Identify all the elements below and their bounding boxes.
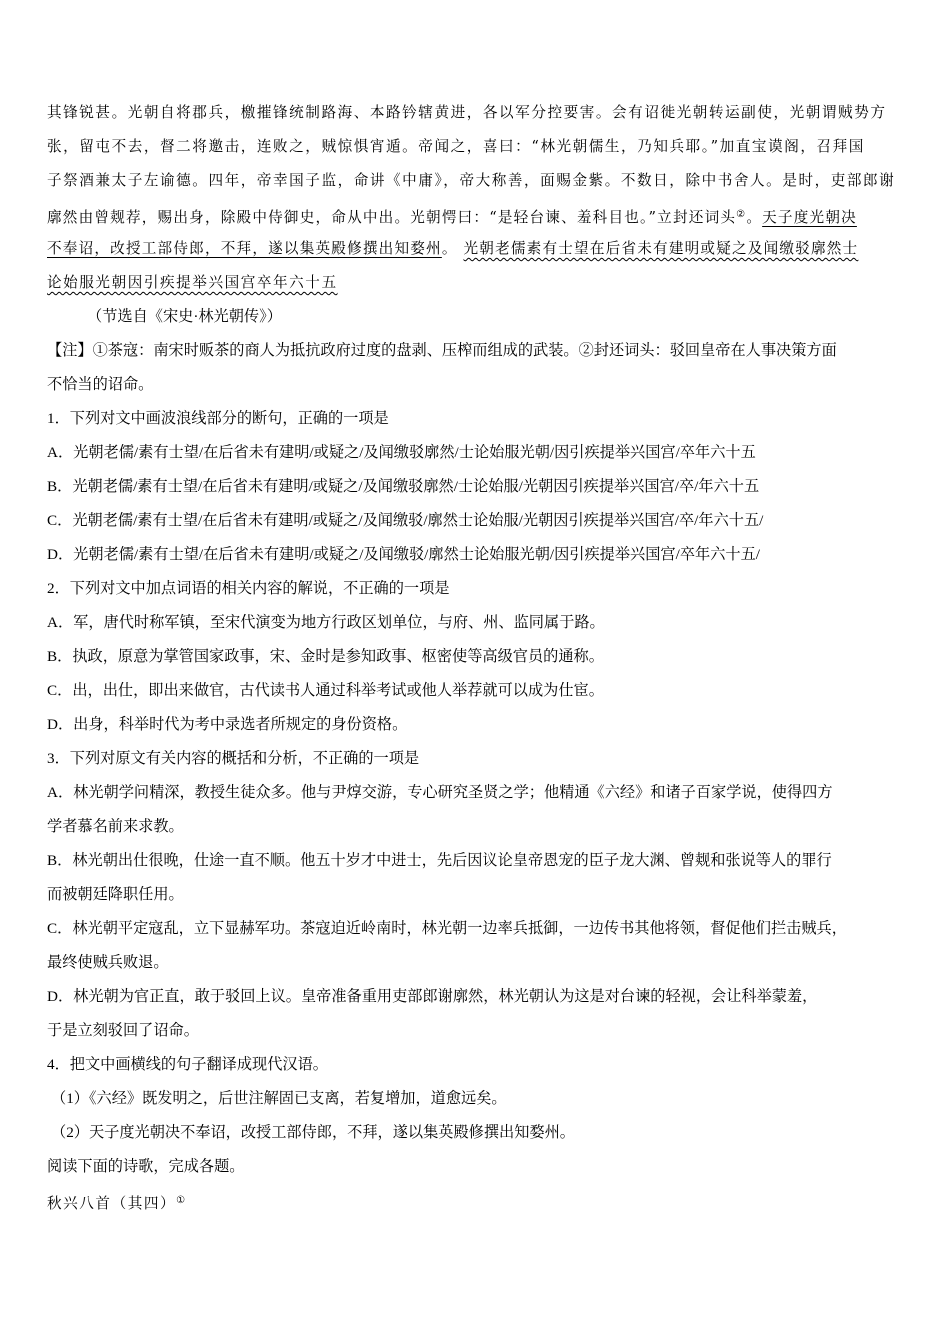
poem-title: 秋兴八首（其四）: [47, 1195, 177, 1212]
question-3-stem: 3．下列对原文有关内容的概括和分析，不正确的一项是: [47, 750, 420, 767]
passage-line: [47, 232, 915, 266]
annotation-line: 【注】①茶寇：南宋时贩茶的商人为抵抗政府过度的盘剥、压榨而组成的武装。②封还词头：驳回皇帝在人事决策方面: [47, 342, 837, 359]
question-2-option-a: A．军，唐代时称军镇，至宋代演变为地方行政区划单位，与府、州、监同属于路。: [47, 614, 605, 631]
question-3-option-b: B．林光朝出仕很晚，仕途一直不顺。他五十岁才中进士，先后因议论皇帝恩宠的臣子龙大渊、曾觌和张说等人的罪行: [47, 852, 832, 869]
question-2-option-c: C．出，出仕，即出来做官，古代读书人通过科举考试或他人举荐就可以成为仕宦。: [47, 682, 604, 699]
poem-intro: 阅读下面的诗歌，完成各题。: [47, 1158, 245, 1175]
question-3-option-d-cont: 于是立刻驳回了诏命。: [47, 1022, 199, 1039]
question-4-stem: 4．把文中画横线的句子翻译成现代汉语。: [47, 1056, 328, 1073]
passage-source: （节选自《宋史·林光朝传》）: [87, 308, 282, 325]
footnote-marker: ①: [176, 1195, 187, 1206]
question-3-option-b-cont: 而被朝廷降职任用。: [47, 886, 184, 903]
question-3-option-a: A．林光朝学问精深，教授生徒众多。他与尹焞交游，专心研究圣贤之学；他精通《六经》和诸子百家学说，使得四方: [47, 784, 833, 801]
question-2-option-b: B．执政，原意为掌管国家政事，宋、金时是参知政事、枢密使等高级官员的通称。: [47, 648, 604, 665]
question-1-option-c: C．光朝老儒/素有士望/在后省未有建明/或疑之/及闻缴驳/廓然士论始服/光朝因引疾提举兴国宫/卒/年六十五/: [47, 512, 764, 529]
annotation-line: 不恰当的诏命。: [47, 376, 154, 393]
question-3-option-a-cont: 学者慕名前来求教。: [47, 818, 184, 835]
underlined-sentence: 不奉诏，改授工部侍郎，不拜，遂以集英殿修撰出知婺州: [47, 240, 442, 257]
question-1-stem: 1．下列对文中画波浪线部分的断句，正确的一项是: [47, 410, 389, 427]
poem-title-line: [47, 1184, 915, 1218]
question-2-stem: 2．下列对文中加点词语的相关内容的解说，不正确的一项是: [47, 580, 450, 597]
wavy-underlined-passage: 论始服光朝因引疾提举兴国宫卒年六十五: [47, 274, 338, 291]
question-4-sentence-2: （2）天子度光朝决不奉诏，改授工部侍郎，不拜，遂以集英殿修撰出知婺州。: [51, 1124, 575, 1141]
underlined-sentence: 天子度光朝决: [762, 209, 857, 226]
passage-line: [47, 198, 915, 232]
footnote-marker: ②: [736, 209, 747, 220]
question-1-option-b: B．光朝老儒/素有士望/在后省未有建明/或疑之/及闻缴驳廓然/士论始服/光朝因引疾提举兴国宫/卒/年六十五: [47, 478, 760, 495]
question-3-option-c: C．林光朝平定寇乱，立下显赫军功。茶寇迫近岭南时，林光朝一边率兵抵御，一边传书其他将领，督促他们拦击贼兵，: [47, 920, 847, 937]
passage-text: 。: [441, 240, 458, 257]
wavy-underlined-passage: 光朝老儒素有士望在后省未有建明或疑之及闻缴驳廓然士: [463, 240, 859, 257]
question-2-option-d: D．出身，科举时代为考中录选者所规定的身份资格。: [47, 716, 408, 733]
document-page: [47, 96, 915, 1218]
passage-line: 其锋锐甚。光朝自将郡兵，檄摧锋统制路海、本路钤辖黄进，各以军分控要害。会有诏徙光朝转运副使，光朝谓贼势方: [47, 104, 887, 121]
passage-line: 子祭酒兼太子左谕德。四年，帝幸国子监，命讲《中庸》，帝大称善，面赐金紫。不数日，除中书舍人。是时，吏部郎谢: [47, 172, 896, 189]
question-4-sentence-1: （1）《六经》既发明之，后世注解固已支离，若复增加，道愈远矣。: [51, 1090, 507, 1107]
question-3-option-c-cont: 最终使贼兵败退。: [47, 954, 169, 971]
passage-line: 张，留屯不去，督二将邀击，连败之，贼惊惧宵遁。帝闻之，喜曰：“林光朝儒生，乃知兵耶。”加直宝谟阁，召拜国: [47, 138, 865, 155]
question-1-option-d: D．光朝老儒/素有士望/在后省未有建明/或疑之/及闻缴驳/廓然士论始服光朝/因引疾提举兴国宫/卒年六十五/: [47, 546, 760, 563]
question-1-option-a: A．光朝老儒/素有士望/在后省未有建明/或疑之/及闻缴驳廓然/士论始服光朝/因引疾提举兴国宫/卒年六十五: [47, 444, 756, 461]
passage-text: 。: [746, 209, 763, 226]
passage-line: [47, 266, 915, 300]
passage-text: 廓然由曾觌荐，赐出身，除殿中侍御史，命从中出。光朝愕曰：“是轻台谏、羞科目也。”立封还词头: [47, 209, 737, 226]
question-3-option-d: D．林光朝为官正直，敢于驳回上议。皇帝准备重用吏部郎谢廓然，林光朝认为这是对台谏的轻视，会让科举蒙羞，: [47, 988, 818, 1005]
